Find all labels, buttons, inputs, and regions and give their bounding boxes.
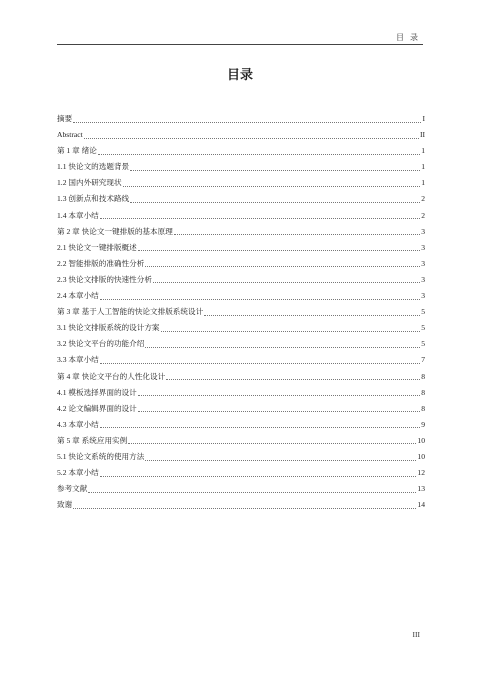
toc-entry[interactable] [57,288,425,304]
toc-entry-page: 5 [421,339,425,349]
toc-entry[interactable] [57,272,425,288]
toc-entry-title: 5.1 快论文系统的使用方法 [57,451,145,461]
toc-dot-leader [98,154,420,155]
toc-entry[interactable] [57,191,425,207]
toc-entry-title: 3.3 本章小结 [57,355,99,365]
toc-entry[interactable] [57,159,425,175]
toc-entry-title: 3.2 快论文平台的功能介绍 [57,339,145,349]
toc-entry[interactable] [57,497,425,513]
toc-dot-leader [174,234,420,235]
toc-entry-page: 3 [421,274,425,284]
toc-entry[interactable] [57,417,425,433]
toc-entry-page: 5 [421,307,425,317]
toc-entry[interactable] [57,224,425,240]
toc-dot-leader [100,476,417,477]
page-number: III [412,630,420,639]
toc-entry[interactable] [57,127,425,143]
toc-dot-leader [161,331,421,332]
toc-entry-page: 3 [421,291,425,301]
toc-entry[interactable] [57,143,425,159]
toc-entry-title: 1.2 国内外研究现状 [57,178,122,188]
toc-entry-title: 2.2 智能排版的准确性分析 [57,258,145,268]
toc-entry-title: 2.1 快论文一键排版概述 [57,242,137,252]
toc-entry-page: 1 [421,146,425,156]
toc-dot-leader [145,347,420,348]
toc-entry[interactable] [57,336,425,352]
toc-entry[interactable] [57,481,425,497]
toc-dot-leader [73,508,416,509]
toc-entry[interactable] [57,175,425,191]
toc-entry-title: 第 2 章 快论文一键排版的基本原理 [57,226,173,236]
toc-entry[interactable] [57,401,425,417]
toc-entry[interactable] [57,465,425,481]
running-header: 目 录 [396,33,420,42]
toc-entry-page: 8 [421,371,425,381]
page-title: 目录 [226,68,253,83]
toc-dot-leader [138,411,420,412]
toc-entry[interactable] [57,320,425,336]
toc-entry-page: 3 [421,258,425,268]
toc-entry-page: 13 [417,484,425,494]
toc-entry-page: I [422,114,425,123]
toc-dot-leader [123,186,421,187]
toc-dot-leader [100,299,420,300]
toc-entry-page: 10 [417,451,425,461]
toc-entry-page: 3 [421,242,425,252]
toc-dot-leader [130,202,420,203]
toc-entry-page: 1 [421,162,425,172]
toc-entry-page: 2 [421,210,425,220]
toc-entry-title: Abstract [57,130,83,140]
toc-entry-page: 1 [421,178,425,188]
toc-entry[interactable] [57,256,425,272]
toc-entry-page: 7 [421,355,425,365]
toc-entry[interactable] [57,240,425,256]
toc-entry-page: 8 [421,387,425,397]
toc-entry[interactable] [57,449,425,465]
toc-dot-leader [73,122,421,123]
toc-entry-title: 3.1 快论文排版系统的设计方案 [57,323,160,333]
toc-entry-title: 致谢 [57,500,73,510]
toc-dot-leader [100,427,420,428]
toc-entry-title: 第 1 章 绪论 [57,146,97,156]
table-of-contents [57,111,425,513]
toc-entry-title: 5.2 本章小结 [57,468,99,478]
toc-dot-leader [145,266,420,267]
header-divider [57,44,423,45]
toc-entry[interactable] [57,433,425,449]
toc-entry[interactable] [57,352,425,368]
toc-entry[interactable] [57,111,425,127]
toc-entry-title: 4.2 论文编辑界面的设计 [57,403,137,413]
toc-entry-title: 2.4 本章小结 [57,291,99,301]
toc-entry-page: 3 [421,226,425,236]
toc-dot-leader [138,395,420,396]
toc-dot-leader [145,460,416,461]
toc-entry[interactable] [57,369,425,385]
toc-entry-title: 4.3 本章小结 [57,419,99,429]
toc-dot-leader [153,282,420,283]
toc-entry-title: 第 4 章 快论文平台的人性化设计 [57,371,166,381]
toc-dot-leader [166,379,420,380]
toc-entry-title: 2.3 快论文排版的快速性分析 [57,274,152,284]
toc-entry-title: 第 3 章 基于人工智能的快论文排版系统设计 [57,307,204,317]
toc-entry-title: 参考文献 [57,484,88,494]
toc-entry-title: 4.1 模板选择界面的设计 [57,387,137,397]
toc-entry-page: 2 [421,194,425,204]
toc-entry-page: 5 [421,323,425,333]
toc-dot-leader [100,218,420,219]
toc-entry-title: 1.3 创新点和技术路线 [57,194,130,204]
toc-dot-leader [84,138,419,139]
toc-dot-leader [100,363,420,364]
toc-entry[interactable] [57,385,425,401]
toc-entry-page: II [419,130,425,140]
toc-dot-leader [130,170,420,171]
toc-entry-title: 第 5 章 系统应用实例 [57,435,128,445]
toc-entry-title: 摘要 [57,114,73,123]
toc-entry-page: 12 [417,468,425,478]
toc-entry[interactable] [57,304,425,320]
toc-entry-title: 1.1 快论文的选题背景 [57,162,130,172]
toc-dot-leader [204,315,420,316]
toc-entry-page: 10 [417,435,425,445]
toc-entry-page: 8 [421,403,425,413]
toc-dot-leader [128,443,416,444]
toc-entry-page: 14 [417,500,425,510]
toc-dot-leader [138,250,420,251]
toc-entry-page: 9 [421,419,425,429]
toc-dot-leader [88,492,416,493]
toc-entry[interactable] [57,208,425,224]
toc-entry-title: 1.4 本章小结 [57,210,99,220]
